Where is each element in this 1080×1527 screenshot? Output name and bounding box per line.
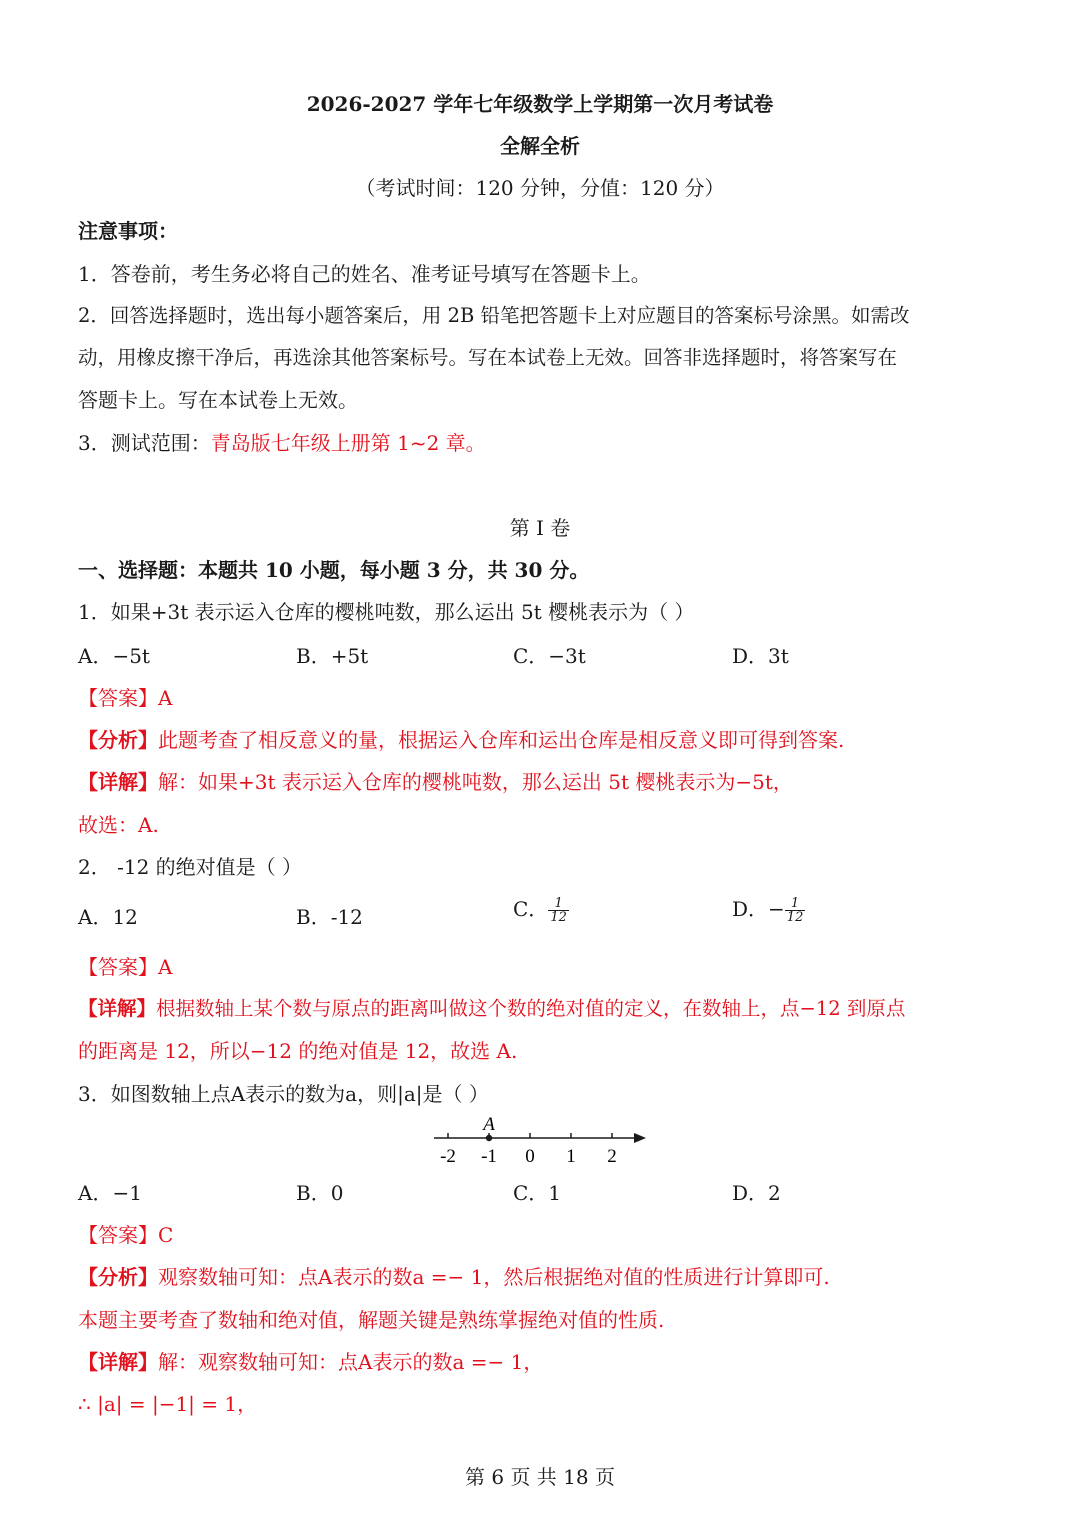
page-subtitle: 全解全析	[500, 134, 580, 158]
question-2-stem: 2． -12 的绝对值是（ ）	[78, 855, 303, 879]
q1-detail-tag: 【详解】	[78, 770, 158, 794]
q2-option-d-label: D．−	[732, 897, 785, 921]
tick-label: 0	[525, 1146, 535, 1167]
note-item-2-line-1: 2．回答选择题时，选出每小题答案后，用 2B 铅笔把答题卡上对应题目的答案标号涂黑。如需改	[78, 304, 910, 327]
fraction-denominator: 12	[550, 910, 567, 925]
test-scope: 青岛版七年级上册第 1~2 章。	[210, 431, 486, 455]
tick-label: 1	[566, 1146, 576, 1167]
q3-detail	[78, 1346, 543, 1375]
q3-option-c: C．1	[513, 1181, 562, 1205]
note-item-1: 1．答卷前，考生务必将自己的姓名、准考证号填写在答题卡上。	[78, 262, 651, 286]
q1-detail	[78, 766, 793, 795]
q2-detail-line-2: 的距离是 12，所以−12 的绝对值是 12，故选 A.	[78, 1039, 518, 1063]
q3-summary: 本题主要考查了数轴和绝对值，解题关键是熟练掌握绝对值的性质.	[78, 1308, 665, 1332]
q2-option-c	[513, 893, 569, 924]
q2-option-d	[732, 893, 805, 924]
fraction-denominator: 12	[786, 910, 804, 925]
q1-analysis-tag: 【分析】	[78, 728, 158, 752]
q3-detail-tag: 【详解】	[78, 1350, 158, 1374]
q3-answer: 【答案】C	[78, 1223, 174, 1247]
q2-option-a: A．12	[78, 905, 138, 929]
volume-heading: 第 I 卷	[509, 516, 571, 540]
note-item-2-line-2: 动，用橡皮擦干净后，再选涂其他答案标号。写在本试卷上无效。回答非选择题时，将答案写在	[78, 346, 898, 369]
tick-label: -1	[481, 1146, 497, 1167]
q2-detail-line-1	[78, 993, 905, 1021]
q1-answer: 【答案】A	[78, 686, 173, 710]
q3-analysis-tag: 【分析】	[78, 1265, 158, 1289]
point-a-dot	[486, 1135, 492, 1141]
section-heading: 一、选择题：本题共 10 小题，每小题 3 分，共 30 分。	[78, 558, 590, 582]
q3-option-a: A．−1	[78, 1181, 142, 1205]
q2-answer: 【答案】A	[78, 955, 173, 979]
q1-option-d: D．3t	[732, 644, 789, 668]
note-item-2-line-3: 答题卡上。写在本试卷上无效。	[78, 388, 358, 412]
tick-label: -2	[440, 1146, 456, 1167]
q1-option-b: B．+5t	[296, 644, 369, 668]
number-line-figure	[430, 1112, 660, 1174]
q1-conclusion: 故选：A.	[78, 813, 159, 837]
q3-analysis	[78, 1261, 830, 1290]
question-3-stem: 3．如图数轴上点A表示的数为a，则|a|是（ ）	[78, 1082, 489, 1106]
arrow-icon	[634, 1133, 646, 1143]
q2-option-c-label: C．	[513, 897, 549, 921]
q2-detail-text-1: 根据数轴上某个数与原点的距离叫做这个数的绝对值的定义，在数轴上，点−12 到原点	[156, 997, 906, 1020]
point-a-label: A	[483, 1114, 495, 1135]
q2-detail-tag: 【详解】	[78, 997, 157, 1020]
q3-option-d: D．2	[732, 1181, 781, 1205]
q1-analysis-text: 此题考查了相反意义的量，根据运入仓库和运出仓库是相反意义即可得到答案.	[158, 728, 845, 752]
page-number: 第 6 页 共 18 页	[465, 1465, 615, 1489]
fraction	[548, 897, 569, 924]
q1-option-a: A．−5t	[78, 644, 150, 668]
q1-option-c: C．−3t	[513, 644, 586, 668]
question-1-stem: 1．如果+3t 表示运入仓库的樱桃吨数，那么运出 5t 樱桃表示为（ ）	[78, 600, 695, 624]
fraction-numerator: 1	[785, 897, 806, 911]
fraction-numerator: 1	[548, 897, 569, 911]
q3-option-b: B．0	[296, 1181, 344, 1205]
fraction	[785, 897, 806, 924]
q1-detail-text: 解：如果+3t 表示运入仓库的樱桃吨数，那么运出 5t 樱桃表示为−5t，	[158, 770, 793, 794]
tick-label: 2	[607, 1146, 617, 1167]
notes-heading: 注意事项：	[78, 219, 178, 243]
q3-calculation: ∴ |a| = |−1| = 1，	[78, 1392, 258, 1416]
q2-option-b: B．-12	[296, 905, 363, 929]
q3-detail-text: 解：观察数轴可知：点A表示的数a =− 1，	[158, 1350, 544, 1374]
q1-analysis	[78, 724, 844, 753]
note-item-3-prefix: 3．测试范围：	[78, 431, 211, 455]
exam-info: （考试时间：120 分钟，分值：120 分）	[355, 176, 725, 200]
q3-analysis-text: 观察数轴可知：点A表示的数a =− 1，然后根据绝对值的性质进行计算即可.	[158, 1265, 830, 1289]
page-title: 2026-2027 学年七年级数学上学期第一次月考试卷	[306, 92, 774, 116]
note-item-3	[78, 427, 486, 456]
